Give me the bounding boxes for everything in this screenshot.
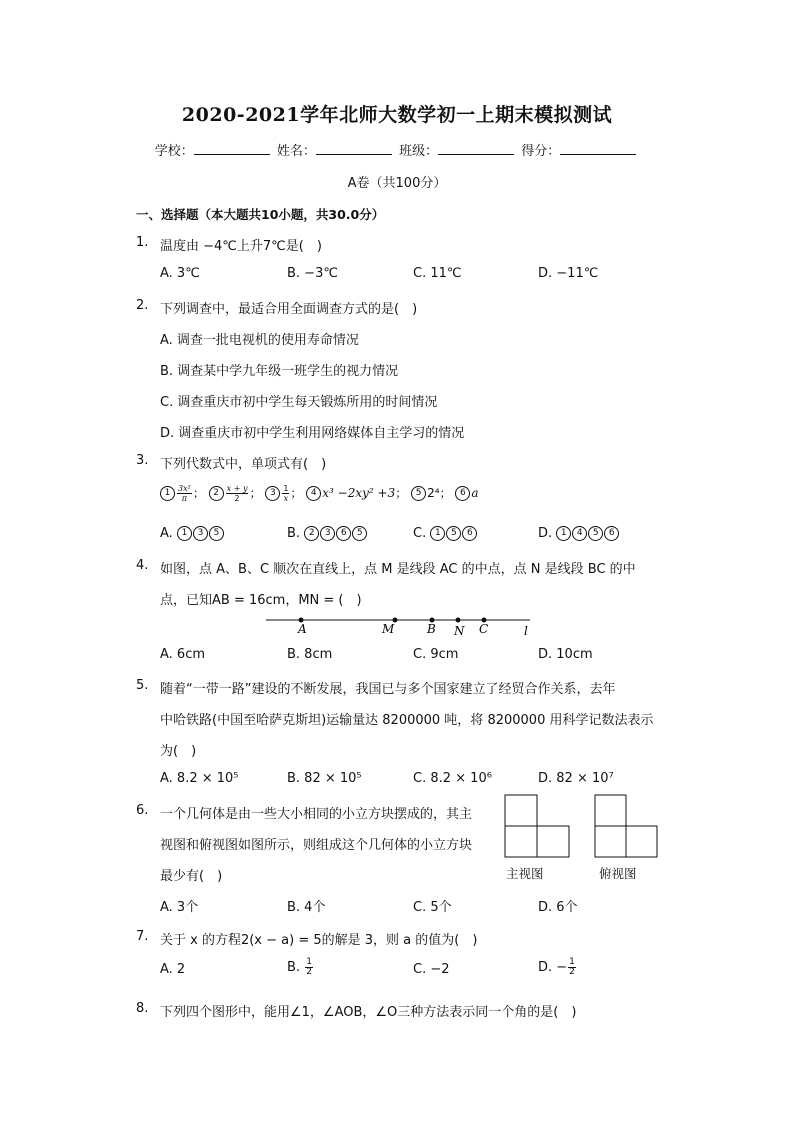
- paper-heading: A卷（共100分）: [347, 176, 447, 191]
- q6-option-d: D. 6个: [538, 900, 578, 915]
- circled-number: 1: [160, 486, 175, 501]
- q3-option-c: C. 1 5 6: [413, 526, 478, 541]
- label-m: M: [382, 622, 395, 636]
- score-blank: [560, 143, 636, 155]
- q8-text: 下列四个图形中，能用∠1，∠AOB，∠O三种方法表示同一个角的是( ): [160, 1005, 577, 1020]
- q7-number: 7.: [136, 929, 149, 944]
- q3-option-d: D. 1 4 5 6: [538, 526, 620, 541]
- q7-option-a: A. 2: [160, 962, 186, 977]
- point-n: [456, 618, 461, 623]
- q4-line1: 如图，点 A、B、C 顺次在直线上，点 M 是线段 AC 的中点，点 N 是线段 BC 的中: [160, 562, 636, 577]
- q7-option-b: B. $\frac{1}{2}$: [287, 957, 312, 977]
- q2-number: 2.: [136, 298, 149, 313]
- class-blank: [438, 143, 514, 155]
- fraction: $\frac{x + y}{2}$: [226, 484, 248, 503]
- q3-option-b: B. 2 3 6 5: [287, 526, 368, 541]
- q4-option-d: D. 10cm: [538, 647, 593, 662]
- q5-line1: 随着“一带一路”建设的不断发展，我国已与多个国家建立了经贸合作关系，去年: [160, 682, 616, 697]
- q3-text: 下列代数式中，单项式有( ): [160, 457, 327, 472]
- q5-option-b: B. 82 × 10⁵: [287, 771, 362, 786]
- score-label: 得分：: [521, 144, 561, 159]
- label-l: l: [524, 624, 528, 638]
- section-heading: 一、选择题（本大题共10小题，共30.0分）: [136, 207, 385, 222]
- q4-option-a: A. 6cm: [160, 647, 206, 662]
- q4-line2: 点，已知AB = 16cm，MN = ( ): [160, 593, 362, 608]
- q8-number: 8.: [136, 1001, 149, 1016]
- q1-option-b: B. −3℃: [287, 266, 338, 281]
- q5-number: 5.: [136, 678, 149, 693]
- q5-option-d: D. 82 × 10⁷: [538, 771, 614, 786]
- front-view-figure: [504, 794, 572, 860]
- q5-line2: 中哈铁路(中国至哈萨克斯坦)运输量达 8200000 吨，将 8200000 用科学记数法表示: [160, 713, 654, 728]
- q5-option-a: A. 8.2 × 10⁵: [160, 771, 239, 786]
- q5-line3: 为( ): [160, 744, 197, 759]
- circled-number: 6: [455, 486, 470, 501]
- q1-number: 1.: [136, 235, 149, 250]
- q4-option-c: C. 9cm: [413, 647, 459, 662]
- q1-option-d: D. −11℃: [538, 266, 599, 281]
- q7-option-c: C. −2: [413, 962, 450, 977]
- label-c: C: [479, 622, 489, 636]
- top-view-label: 俯视图: [599, 866, 637, 881]
- q6-line1: 一个几何体是由一些大小相同的小立方块摆成的，其主: [160, 807, 473, 822]
- label-n: N: [454, 624, 465, 638]
- q2-option-c: C. 调查重庆市初中学生每天锻炼所用的时间情况: [160, 395, 438, 410]
- student-info-line: [0, 140, 794, 159]
- school-label: 学校：: [154, 144, 194, 159]
- page-title: 2020-2021学年北师大数学初一上期末模拟测试: [181, 104, 613, 126]
- q6-option-c: C. 5个: [413, 900, 452, 915]
- q5-option-c: C. 8.2 × 10⁶: [413, 771, 492, 786]
- q7-text: 关于 x 的方程2(x − a) = 5的解是 3，则 a 的值为( ): [160, 933, 478, 948]
- label-b: B: [427, 622, 436, 636]
- school-blank: [194, 143, 270, 155]
- q7-option-d: D. − $\frac{1}{2}$: [538, 957, 575, 977]
- top-view-figure: [594, 794, 660, 860]
- circled-number: 3: [265, 486, 280, 501]
- q6-line2: 视图和俯视图如图所示，则组成这个几何体的小立方块: [160, 838, 473, 853]
- q6-line3: 最少有( ): [160, 869, 223, 884]
- q6-option-b: B. 4个: [287, 900, 326, 915]
- q3-number: 3.: [136, 453, 149, 468]
- q3-expressions: 1 $\frac{\text{3x²}}{\pi}$ ； 2 $\frac{x + y}{2}$ ； 3 $\frac{1}{x}$ ； 4 x³ −2xy² +3； 5 2⁴； 6 a: [160, 484, 479, 503]
- q6-number: 6.: [136, 803, 149, 818]
- front-view-label: 主视图: [506, 866, 544, 881]
- q2-option-d: D. 调查重庆市初中学生利用网络媒体自主学习的情况: [160, 426, 465, 441]
- fraction: $\frac{\text{3x²}}{\pi}$: [178, 484, 191, 503]
- q1-text: 温度由 −4℃上升7℃是( ): [160, 239, 322, 254]
- circled-number: 4: [306, 486, 321, 501]
- name-blank: [316, 143, 392, 155]
- q6-option-a: A. 3个: [160, 900, 199, 915]
- q4-number: 4.: [136, 558, 149, 573]
- q3-option-a: A. 1 3 5: [160, 526, 225, 541]
- name-label: 姓名：: [276, 144, 316, 159]
- q2-text: 下列调查中，最适合用全面调查方式的是( ): [160, 302, 418, 317]
- label-a: A: [298, 622, 307, 636]
- q1-option-c: C. 11℃: [413, 266, 462, 281]
- q4-option-b: B. 8cm: [287, 647, 333, 662]
- fraction: $\frac{1}{x}$: [283, 484, 289, 503]
- q2-option-b: B. 调查某中学九年级一班学生的视力情况: [160, 364, 399, 379]
- q4-line-diagram: [260, 608, 540, 642]
- circled-number: 5: [411, 486, 426, 501]
- circled-number: 2: [209, 486, 224, 501]
- q1-option-a: A. 3℃: [160, 266, 200, 281]
- q2-option-a: A. 调查一批电视机的使用寿命情况: [160, 333, 359, 348]
- class-label: 班级：: [399, 144, 439, 159]
